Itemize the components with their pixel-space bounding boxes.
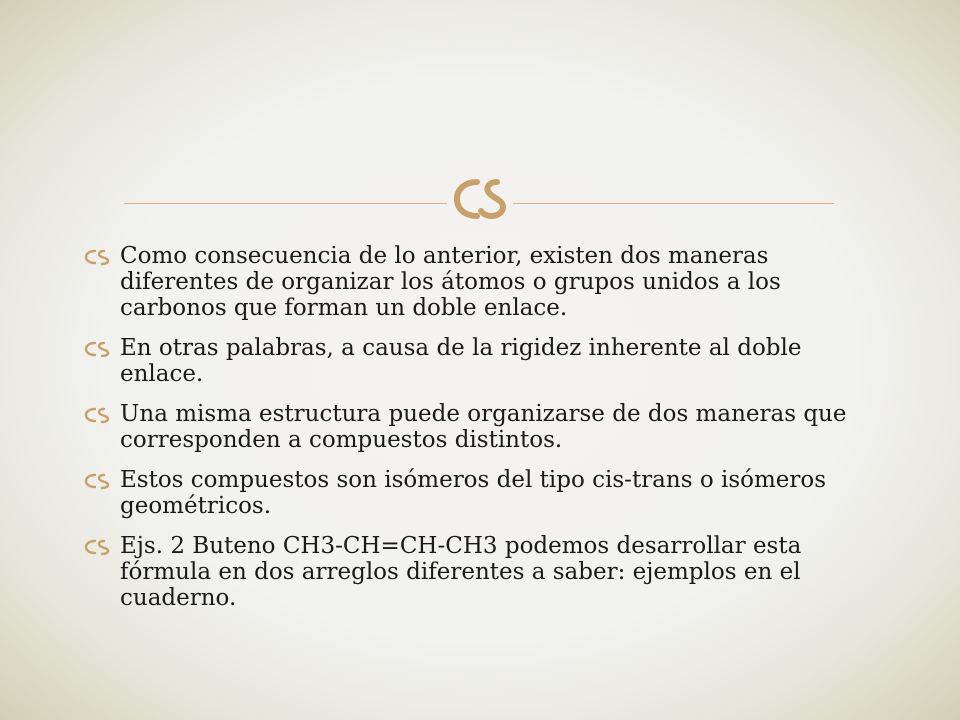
- title-divider-right: [513, 203, 834, 204]
- list-item: [84, 533, 864, 611]
- title-divider-left: [124, 203, 447, 204]
- decorative-bullet-icon: [84, 472, 114, 490]
- bullet-list: [84, 243, 864, 625]
- decorative-bullet-icon: [84, 248, 114, 266]
- bullet-text: Ejs. 2 Buteno CH3-CH=CH-CH3 podemos desarrollar esta fórmula en dos arreglos diferentes a saber: ejemplos en el cuaderno.: [120, 533, 802, 611]
- bullet-text: En otras palabras, a causa de la rigidez inherente al doble enlace.: [120, 335, 802, 387]
- decorative-bullet-icon: [84, 340, 114, 358]
- decorative-bullet-icon: [84, 406, 114, 424]
- bullet-text: Estos compuestos son isómeros del tipo cis-trans o isómeros geométricos.: [120, 467, 827, 519]
- list-item: [84, 335, 864, 387]
- bullet-text: Como consecuencia de lo anterior, existen dos maneras diferentes de organizar los átomos o grupos unidos a los carbonos que forman un doble enlace.: [120, 243, 781, 321]
- bullet-text: Una misma estructura puede organizarse de dos maneras que corresponden a compuestos distintos.: [120, 401, 847, 453]
- decorative-flourish-icon: [447, 176, 513, 222]
- list-item: [84, 243, 864, 321]
- list-item: [84, 401, 864, 453]
- list-item: [84, 467, 864, 519]
- decorative-bullet-icon: [84, 538, 114, 556]
